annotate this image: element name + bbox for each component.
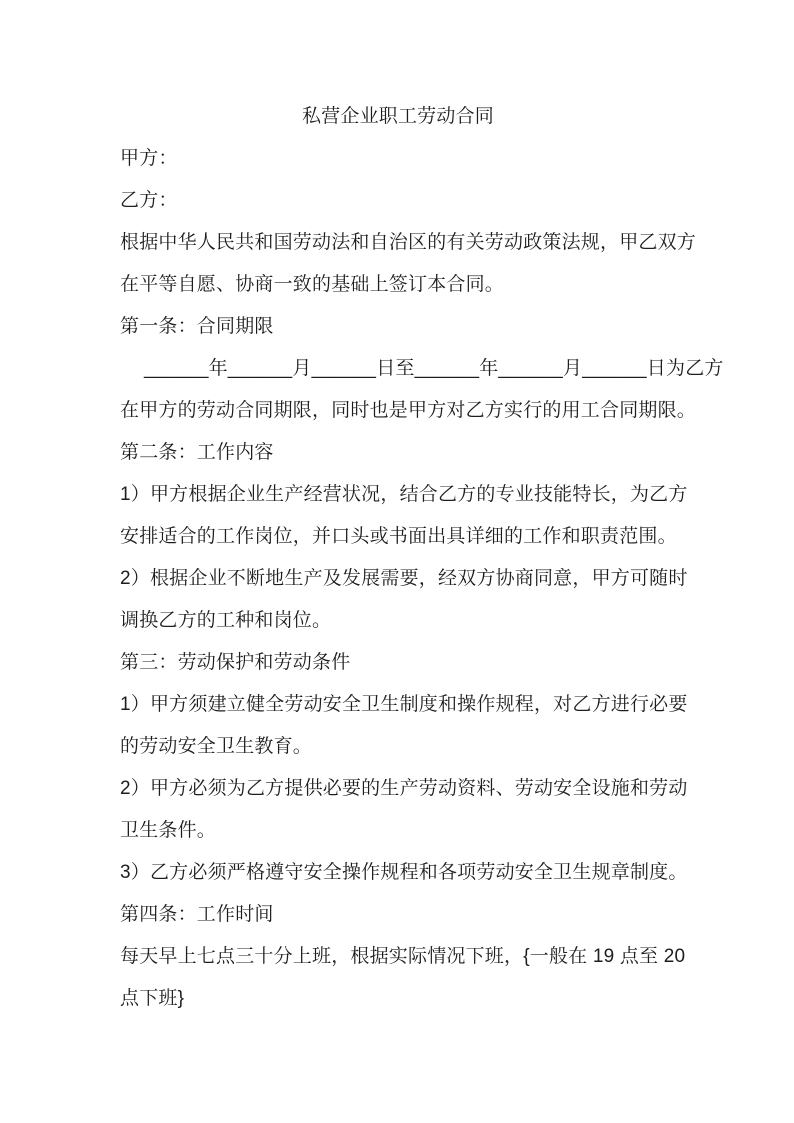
- section-heading-4: 第四条：工作时间: [120, 904, 274, 925]
- contract-term-blanks-line: ______年______月______日至______年______月______日为乙方: [144, 358, 724, 379]
- section-heading-2: 第二条：工作内容: [120, 442, 274, 463]
- document-content: [120, 96, 724, 1020]
- section3-item1-line2: 的劳动安全卫生教育。: [120, 736, 313, 757]
- section4-body-line2: 点下班}: [120, 988, 185, 1009]
- party-a-label: 甲方：: [120, 148, 178, 169]
- section2-item1-line1: 1）甲方根据企业生产经营状况，结合乙方的专业技能特长，为乙方: [120, 484, 688, 505]
- section3-item3-line: 3）乙方必须严格遵守安全操作规程和各项劳动安全卫生规章制度。: [120, 862, 688, 883]
- contract-term-line-2: 在甲方的劳动合同期限，同时也是甲方对乙方实行的用工合同期限。: [120, 400, 697, 421]
- section-heading-1: 第一条：合同期限: [120, 316, 274, 337]
- section2-item1-line2: 安排适合的工作岗位，并口头或书面出具详细的工作和职责范围。: [120, 526, 677, 547]
- section3-item2-line2: 卫生条件。: [120, 820, 217, 841]
- section3-item2-line1: 2）甲方必须为乙方提供必要的生产劳动资料、劳动安全设施和劳动: [120, 778, 688, 799]
- section2-item2-line1: 2）根据企业不断地生产及发展需要，经双方协商同意，甲方可随时: [120, 568, 688, 589]
- party-b-label: 乙方：: [120, 190, 178, 211]
- section3-item1-line1: 1）甲方须建立健全劳动安全卫生制度和操作规程，对乙方进行必要: [120, 694, 688, 715]
- section-heading-3: 第三：劳动保护和劳动条件: [120, 652, 351, 673]
- section4-body-line1: 每天早上七点三十分上班，根据实际情况下班，{一般在 19 点至 20: [120, 946, 686, 967]
- document-title: 私营企业职工劳动合同: [301, 106, 494, 127]
- section2-item2-line2: 调换乙方的工种和岗位。: [120, 610, 332, 631]
- preamble-line-1: 根据中华人民共和国劳动法和自治区的有关劳动政策法规，甲乙双方: [120, 232, 697, 253]
- preamble-line-2: 在平等自愿、协商一致的基础上签订本合同。: [120, 274, 505, 295]
